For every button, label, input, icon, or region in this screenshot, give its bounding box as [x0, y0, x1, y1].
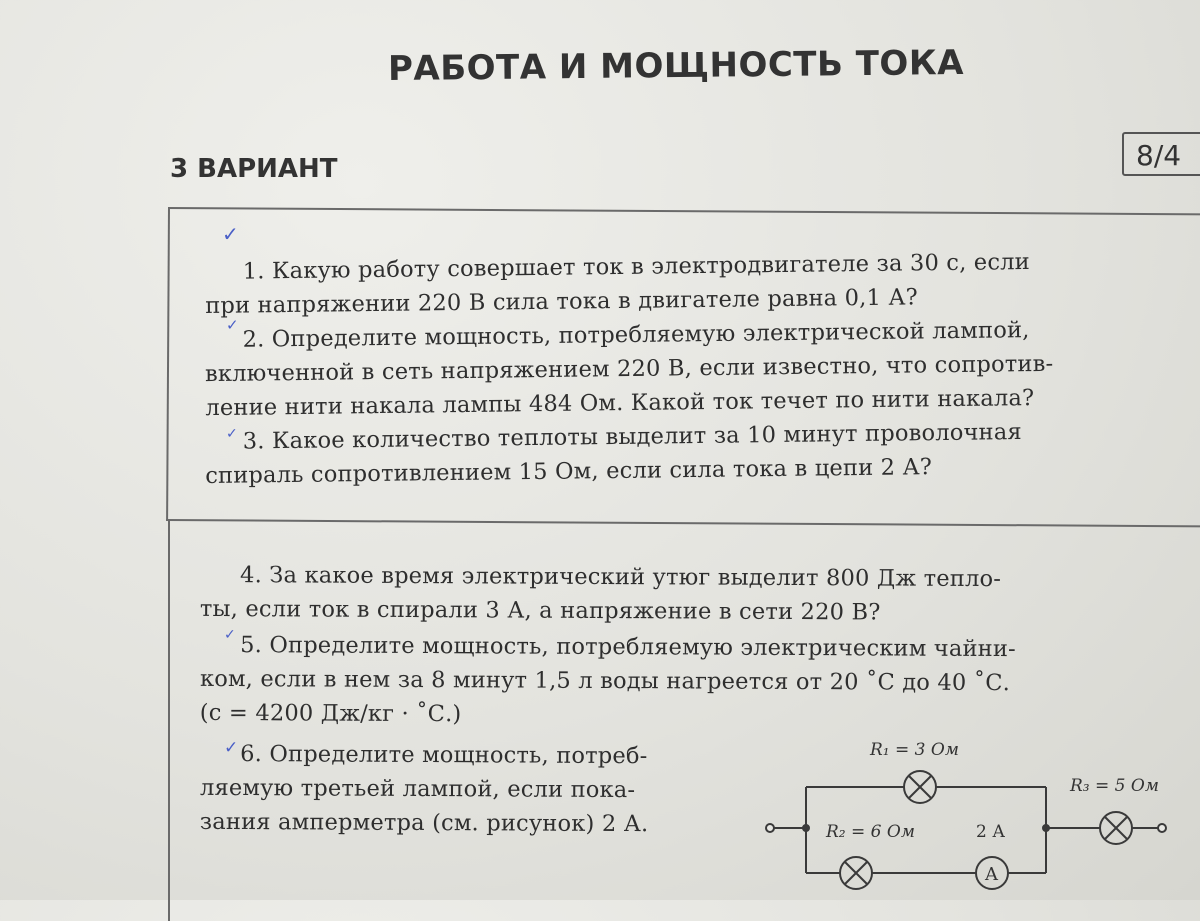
problem-3-line-2: спираль сопротивлением 15 Ом, если сила тока в цепи 2 А?	[205, 454, 933, 489]
problem-4-line-2: ты, если ток в спирали 3 А, а напряжение в сети 220 В?	[199, 595, 881, 626]
problem-6-line-3: зания амперметра (см. рисунок) 2 А.	[199, 808, 649, 838]
problem-3	[205, 415, 1023, 493]
check-mark-1: ✓	[222, 222, 239, 246]
problem-1-line-1: 1. Какую работу совершает ток в электродвигателе за 30 с, если	[242, 248, 1031, 285]
output-terminal	[1158, 824, 1166, 832]
problem-6-line-1: 6. Определите мощность, потреб-	[240, 741, 648, 770]
problem-2-line-3: ление нити накала лампы 484 Ом. Какой ток течет по нити накала?	[205, 385, 1035, 422]
lamp-r2-icon	[840, 857, 872, 889]
circuit-diagram	[740, 725, 1180, 900]
check-mark-3: ✓	[226, 426, 238, 442]
lamp-r3-icon	[1100, 812, 1132, 844]
page-title: РАБОТА И МОЩНОСТЬ ТОКА	[387, 42, 965, 90]
problem-5-line-2: ком, если в нем за 8 минут 1,5 л воды нагреется от 20 ˚С до 40 ˚С.	[199, 665, 1011, 697]
r1-label: R₁ = 3 Ом	[870, 740, 959, 760]
lamp-r1-icon	[904, 771, 936, 803]
problem-2-line-1: 2. Определите мощность, потребляемую электрической лампой,	[242, 317, 1030, 353]
problem-6-line-2: ляемую третьей лампой, если пока-	[199, 774, 636, 804]
problem-2-line-2: включенной в сеть напряжением 220 В, если известно, что сопротив-	[204, 350, 1054, 388]
worksheet-code-badge: 8/4	[1122, 132, 1200, 176]
problem-5-line-3: (с = 4200 Дж/кг · ˚С.)	[199, 699, 462, 728]
check-mark-6: ✓	[224, 738, 239, 758]
input-terminal	[766, 824, 774, 832]
ammeter-symbol: A	[985, 864, 998, 885]
check-mark-2: ✓	[226, 316, 239, 334]
problem-1-line-2: при напряжении 220 В сила тока в двигателе равна 0,1 А?	[205, 284, 919, 320]
r3-label: R₃ = 5 Ом	[1070, 776, 1159, 796]
problem-6	[200, 737, 649, 841]
check-mark-5: ✓	[224, 627, 236, 643]
problem-5-line-1: 5. Определите мощность, потребляемую электрическим чайни-	[240, 632, 1016, 663]
variant-heading: 3 ВАРИАНТ	[170, 154, 338, 184]
ammeter-reading: 2 А	[976, 822, 1006, 842]
problem-4	[200, 558, 1001, 630]
r2-label: R₂ = 6 Ом	[826, 822, 915, 842]
problem-2	[204, 313, 1054, 425]
problem-1	[205, 245, 1031, 323]
problem-5	[200, 628, 1016, 734]
problem-4-line-1: 4. За какое время электрический утюг выделит 800 Дж тепло-	[240, 562, 1002, 593]
problem-3-line-1: 3. Какое количество теплоты выделит за 10 минут проволочная	[242, 419, 1022, 455]
